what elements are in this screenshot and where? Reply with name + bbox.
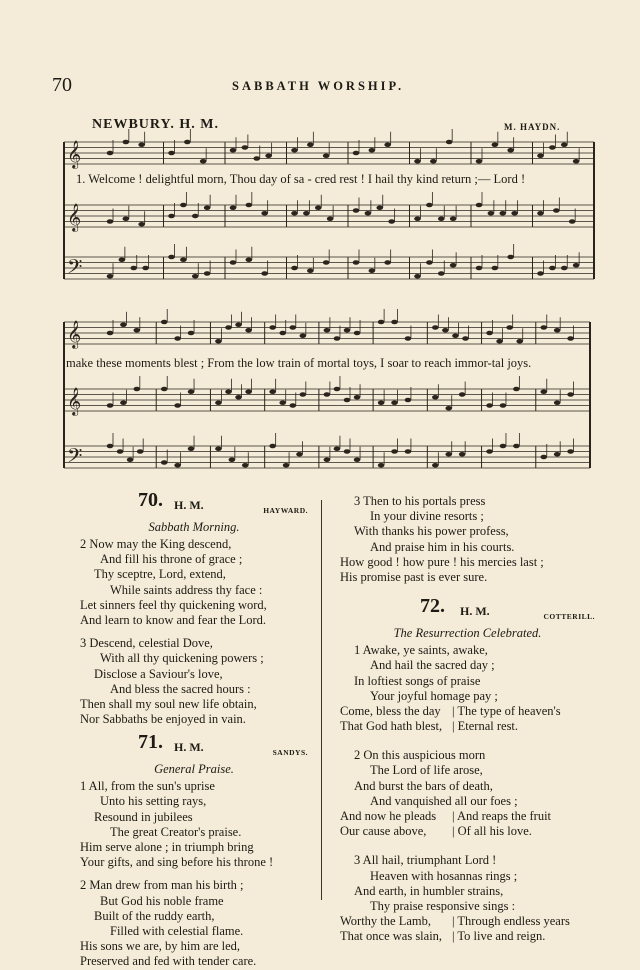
verse-right: And reaps the fruit bbox=[456, 809, 552, 823]
note-head bbox=[188, 446, 195, 451]
note-head bbox=[573, 263, 580, 268]
note-head bbox=[414, 216, 421, 221]
note-head bbox=[378, 463, 385, 468]
note-head bbox=[516, 339, 523, 344]
note-head bbox=[279, 400, 286, 405]
note-head bbox=[134, 328, 141, 333]
verse-right: To live and reign. bbox=[457, 929, 546, 944]
note-head bbox=[405, 449, 412, 454]
note-head bbox=[369, 268, 376, 273]
hymn-composer: COTTERILL. bbox=[543, 612, 595, 622]
hymn-71-header bbox=[80, 731, 308, 762]
note-head bbox=[569, 219, 576, 224]
note-head bbox=[549, 266, 556, 271]
note-head bbox=[513, 387, 520, 392]
tune-title: NEWBURY. H. M. bbox=[92, 117, 219, 132]
note-head bbox=[107, 444, 114, 449]
verse-line: Then shall my soul new life obtain, bbox=[80, 696, 257, 711]
note-head bbox=[242, 463, 249, 468]
note-head bbox=[492, 266, 499, 271]
note-head bbox=[567, 336, 574, 341]
note-head bbox=[554, 400, 561, 405]
page-number: 70 bbox=[52, 74, 72, 96]
note-head bbox=[462, 336, 469, 341]
note-head bbox=[438, 271, 445, 276]
clef-icon: 𝄢 bbox=[67, 255, 83, 283]
note-head bbox=[486, 449, 493, 454]
left-column bbox=[80, 489, 308, 970]
note-head bbox=[442, 328, 449, 333]
hymn-number: 72. bbox=[420, 595, 445, 618]
note-head bbox=[561, 266, 568, 271]
verse-line: Built of the ruddy earth, bbox=[94, 908, 215, 923]
note-head bbox=[130, 266, 137, 271]
hymn-70-header bbox=[80, 489, 308, 520]
note-head bbox=[500, 403, 507, 408]
note-head bbox=[432, 325, 439, 330]
note-head bbox=[161, 387, 168, 392]
note-head bbox=[117, 449, 124, 454]
note-head bbox=[432, 395, 439, 400]
note-head bbox=[430, 159, 437, 164]
note-head bbox=[354, 395, 361, 400]
note-head bbox=[507, 148, 514, 153]
verse-left: And now he pleads bbox=[340, 809, 437, 823]
note-head bbox=[289, 403, 296, 408]
note-head bbox=[446, 140, 453, 145]
verse-line: With all thy quickening powers ; bbox=[100, 651, 264, 666]
verse-line: While saints address thy face : bbox=[110, 582, 263, 597]
note-head bbox=[324, 328, 331, 333]
note-head bbox=[204, 271, 211, 276]
verse-line: And earth, in humbler strains, bbox=[354, 883, 504, 898]
note-head bbox=[553, 208, 560, 213]
note-head bbox=[452, 333, 459, 338]
verse-line: How good ! how pure ! his mercies last ; bbox=[340, 554, 544, 569]
verse-line: 3 Then to his portals press bbox=[354, 494, 486, 508]
note-head bbox=[174, 463, 181, 468]
note-head bbox=[323, 153, 330, 158]
note-head bbox=[354, 457, 361, 462]
note-head bbox=[120, 400, 127, 405]
verse-line: 1 Awake, ye saints, awake, bbox=[354, 643, 488, 658]
verse-line: 3 All hail, triumphant Lord ! bbox=[354, 853, 497, 868]
verse-line-pair: That once was slain, | To live and reign. bbox=[340, 929, 546, 944]
verse-line: In your divine resorts ; bbox=[370, 509, 484, 524]
clef-icon: 𝄞 bbox=[67, 320, 82, 348]
note-head bbox=[486, 331, 493, 336]
note-head bbox=[246, 257, 253, 262]
hymn-meter: H. M. bbox=[460, 604, 490, 619]
note-head bbox=[307, 142, 314, 147]
note-head bbox=[391, 449, 398, 454]
note-head bbox=[549, 145, 556, 150]
note-head bbox=[537, 153, 544, 158]
note-head bbox=[414, 159, 421, 164]
clef-icon: 𝄢 bbox=[67, 444, 83, 472]
hymn-composer: SANDYS. bbox=[272, 748, 308, 758]
verse-right: Of all his love. bbox=[457, 824, 532, 839]
note-head bbox=[445, 452, 452, 457]
note-head bbox=[107, 151, 114, 156]
note-head bbox=[291, 266, 298, 271]
verse-line: Your gifts, and sing before his throne ! bbox=[80, 855, 274, 870]
note-head bbox=[174, 336, 181, 341]
note-head bbox=[215, 446, 222, 451]
clef-icon: 𝄞 bbox=[67, 387, 82, 415]
note-head bbox=[188, 389, 195, 394]
verse-line: 3 Descend, celestial Dove, bbox=[80, 636, 213, 651]
verse-line: Filled with celestial flame. bbox=[110, 923, 244, 938]
verse-line: And bless the sacred hours : bbox=[110, 681, 251, 696]
verse-right: Eternal rest. bbox=[457, 719, 519, 734]
note-head bbox=[229, 457, 236, 462]
note-head bbox=[324, 392, 331, 397]
note-head bbox=[192, 274, 199, 279]
hymn-subtitle: Sabbath Morning. bbox=[148, 520, 240, 534]
note-head bbox=[567, 449, 574, 454]
note-head bbox=[388, 219, 395, 224]
note-head bbox=[450, 216, 457, 221]
verse-line: Resound in jubilees bbox=[94, 809, 193, 824]
note-head bbox=[245, 328, 252, 333]
note-head bbox=[261, 211, 268, 216]
verse-left: Worthy the Lamb, bbox=[340, 914, 431, 929]
note-head bbox=[235, 322, 242, 327]
note-head bbox=[235, 395, 242, 400]
note-head bbox=[324, 457, 331, 462]
note-head bbox=[107, 219, 114, 224]
note-head bbox=[230, 148, 237, 153]
verse-line: Let sinners feel thy quickening word, bbox=[80, 597, 267, 612]
note-head bbox=[445, 406, 452, 411]
note-head bbox=[307, 268, 314, 273]
verse-left: That God hath blest, bbox=[340, 719, 443, 734]
verse-line: And learn to know and fear the Lord. bbox=[80, 612, 267, 627]
note-head bbox=[353, 260, 360, 265]
verse-line: But God his noble frame bbox=[100, 893, 224, 908]
note-head bbox=[378, 400, 385, 405]
note-head bbox=[488, 211, 495, 216]
note-head bbox=[230, 260, 237, 265]
note-head bbox=[138, 222, 145, 227]
note-head bbox=[353, 151, 360, 156]
verse-line: Heaven with hosannas rings ; bbox=[370, 868, 518, 883]
note-head bbox=[384, 260, 391, 265]
note-head bbox=[573, 159, 580, 164]
note-head bbox=[554, 452, 561, 457]
note-head bbox=[391, 400, 398, 405]
note-head bbox=[540, 389, 547, 394]
note-head bbox=[253, 156, 260, 161]
note-head bbox=[269, 389, 276, 394]
verse-line-pair: And now he pleads | And reaps the fruit bbox=[340, 809, 552, 823]
verse-line: His promise past is ever sure. bbox=[340, 569, 488, 584]
note-head bbox=[476, 159, 483, 164]
verse-line: The Lord of life arose, bbox=[370, 763, 483, 778]
note-head bbox=[300, 333, 307, 338]
note-head bbox=[230, 205, 237, 210]
note-head bbox=[323, 260, 330, 265]
note-head bbox=[354, 331, 361, 336]
note-head bbox=[537, 211, 544, 216]
note-head bbox=[168, 214, 175, 219]
note-head bbox=[511, 211, 518, 216]
note-head bbox=[499, 211, 506, 216]
note-head bbox=[291, 148, 298, 153]
verse-line-pair: Worthy the Lamb, | Through endless years bbox=[340, 914, 570, 929]
note-head bbox=[391, 320, 398, 325]
note-head bbox=[225, 325, 232, 330]
note-head bbox=[137, 449, 144, 454]
note-head bbox=[184, 140, 191, 145]
clef-icon: 𝄞 bbox=[67, 203, 82, 231]
note-head bbox=[168, 151, 175, 156]
note-head bbox=[369, 148, 376, 153]
note-head bbox=[225, 389, 232, 394]
hymn-subtitle: The Resurrection Celebrated. bbox=[393, 626, 542, 641]
verse-line: 2 Man drew from man his birth ; bbox=[80, 878, 244, 893]
note-head bbox=[496, 339, 503, 344]
verse-line-pair: That God hath blest, | Eternal rest. bbox=[340, 719, 519, 734]
verse-line: In loftiest songs of praise bbox=[354, 673, 481, 688]
verse-line: And hail the sacred day ; bbox=[370, 658, 495, 673]
note-head bbox=[123, 216, 130, 221]
note-head bbox=[161, 320, 168, 325]
verse-line: And vanquished all our foes ; bbox=[370, 793, 518, 808]
verse-left: Our cause above, bbox=[340, 824, 427, 839]
note-head bbox=[492, 142, 499, 147]
verse-left: That once was slain, bbox=[340, 929, 443, 944]
note-head bbox=[245, 389, 252, 394]
hymn-composer: HAYWARD. bbox=[263, 506, 308, 515]
note-head bbox=[414, 274, 421, 279]
note-head bbox=[537, 271, 544, 276]
note-head bbox=[476, 203, 483, 208]
note-head bbox=[269, 444, 276, 449]
note-head bbox=[215, 400, 222, 405]
note-head bbox=[161, 460, 168, 465]
note-head bbox=[476, 266, 483, 271]
verse-line: The great Creator's praise. bbox=[110, 824, 242, 839]
verse-line: Disclose a Saviour's love, bbox=[94, 666, 223, 681]
note-head bbox=[344, 328, 351, 333]
verse-line: Him serve alone ; in triumph bring bbox=[80, 840, 254, 854]
hymn-subtitle: General Praise. bbox=[154, 762, 234, 777]
note-head bbox=[365, 211, 372, 216]
note-head bbox=[334, 446, 341, 451]
note-head bbox=[120, 322, 127, 327]
verse-line-pair: Come, bless the day | The type of heaven's bbox=[340, 703, 561, 718]
note-head bbox=[261, 271, 268, 276]
note-head bbox=[405, 398, 412, 403]
note-head bbox=[188, 331, 195, 336]
lyric-line-2: make these moments blest ; From the low train of mortal toys, I soar to reach immor-tal joys. bbox=[66, 356, 532, 370]
note-head bbox=[426, 203, 433, 208]
note-head bbox=[378, 320, 385, 325]
note-head bbox=[123, 140, 130, 145]
column-divider bbox=[321, 500, 322, 900]
verse-left: Come, bless the day bbox=[340, 703, 441, 718]
note-head bbox=[279, 331, 286, 336]
note-head bbox=[246, 203, 253, 208]
verse-line-pair: Our cause above, | Of all his love. bbox=[340, 824, 532, 839]
verse-line: And burst the bars of death, bbox=[354, 778, 493, 793]
note-head bbox=[327, 216, 334, 221]
note-head bbox=[192, 214, 199, 219]
verse-line: Nor Sabbaths be enjoyed in vain. bbox=[80, 712, 246, 727]
verse-line: His sons we are, by him are led, bbox=[80, 939, 241, 954]
note-head bbox=[168, 255, 175, 260]
note-head bbox=[107, 274, 114, 279]
note-head bbox=[459, 392, 466, 397]
note-head bbox=[180, 257, 187, 262]
verse-right: The type of heaven's bbox=[457, 703, 561, 718]
hymn-72-header bbox=[340, 595, 595, 626]
note-head bbox=[269, 325, 276, 330]
note-head bbox=[242, 145, 249, 150]
note-head bbox=[200, 159, 207, 164]
note-head bbox=[376, 205, 383, 210]
note-head bbox=[426, 260, 433, 265]
verse-line: And praise him in his courts. bbox=[370, 539, 515, 554]
hymn-meter: H. M. bbox=[174, 498, 204, 512]
verse-line: 2 On this auspicious morn bbox=[354, 748, 486, 763]
note-head bbox=[300, 392, 307, 397]
verse-line: Preserved and fed with tender care. bbox=[80, 954, 257, 969]
running-head: SABBATH WORSHIP. bbox=[232, 79, 405, 93]
system-2-staff-1 bbox=[64, 322, 590, 344]
hymn-number: 71. bbox=[138, 731, 163, 754]
note-head bbox=[265, 153, 272, 158]
note-head bbox=[507, 255, 514, 260]
note-head bbox=[540, 325, 547, 330]
note-head bbox=[432, 463, 439, 468]
note-head bbox=[561, 142, 568, 147]
tune-composer: M. HAYDN. bbox=[504, 122, 561, 132]
note-head bbox=[204, 205, 211, 210]
verse-line: Your joyful homage pay ; bbox=[370, 688, 498, 703]
note-head bbox=[107, 331, 114, 336]
verse-line: 2 Now may the King descend, bbox=[80, 537, 232, 551]
verse-line: Thy sceptre, Lord, extend, bbox=[94, 567, 226, 582]
note-head bbox=[119, 257, 126, 262]
note-head bbox=[283, 463, 290, 468]
verse-line: 1 All, from the sun's uprise bbox=[80, 779, 215, 794]
verse-line: And fill his throne of grace ; bbox=[100, 552, 243, 567]
note-head bbox=[134, 387, 141, 392]
note-head bbox=[500, 444, 507, 449]
note-head bbox=[438, 216, 445, 221]
note-head bbox=[127, 457, 134, 462]
note-head bbox=[459, 452, 466, 457]
note-head bbox=[486, 403, 493, 408]
note-head bbox=[506, 325, 513, 330]
note-head bbox=[334, 336, 341, 341]
note-head bbox=[384, 142, 391, 147]
note-head bbox=[142, 266, 149, 271]
note-head bbox=[567, 392, 574, 397]
note-head bbox=[291, 211, 298, 216]
clef-icon: 𝄞 bbox=[67, 140, 82, 168]
note-head bbox=[180, 203, 187, 208]
note-head bbox=[215, 339, 222, 344]
hymn-meter: H. M. bbox=[174, 740, 204, 755]
note-head bbox=[554, 328, 561, 333]
lyric-line-1: 1. Welcome ! delightful morn, Thou day of sa - cred rest ! I hail thy kind return ;— Lord ! bbox=[76, 172, 526, 186]
hymn-number: 70. bbox=[138, 489, 163, 511]
verse-line: With thanks his power profess, bbox=[354, 524, 509, 539]
note-head bbox=[296, 452, 303, 457]
note-head bbox=[334, 387, 341, 392]
note-head bbox=[450, 263, 457, 268]
verse-line: Unto his setting rays, bbox=[100, 794, 207, 809]
note-head bbox=[289, 325, 296, 330]
note-head bbox=[344, 449, 351, 454]
note-head bbox=[138, 142, 145, 147]
note-head bbox=[344, 398, 351, 403]
note-head bbox=[405, 336, 412, 341]
note-head bbox=[540, 455, 547, 460]
note-head bbox=[107, 403, 114, 408]
note-head bbox=[315, 205, 322, 210]
note-head bbox=[513, 444, 520, 449]
right-column bbox=[340, 494, 595, 945]
note-head bbox=[303, 211, 310, 216]
note-head bbox=[174, 403, 181, 408]
verse-line: Thy praise responsive sings : bbox=[370, 898, 516, 913]
note-head bbox=[353, 208, 360, 213]
verse-right: Through endless years bbox=[457, 914, 570, 929]
